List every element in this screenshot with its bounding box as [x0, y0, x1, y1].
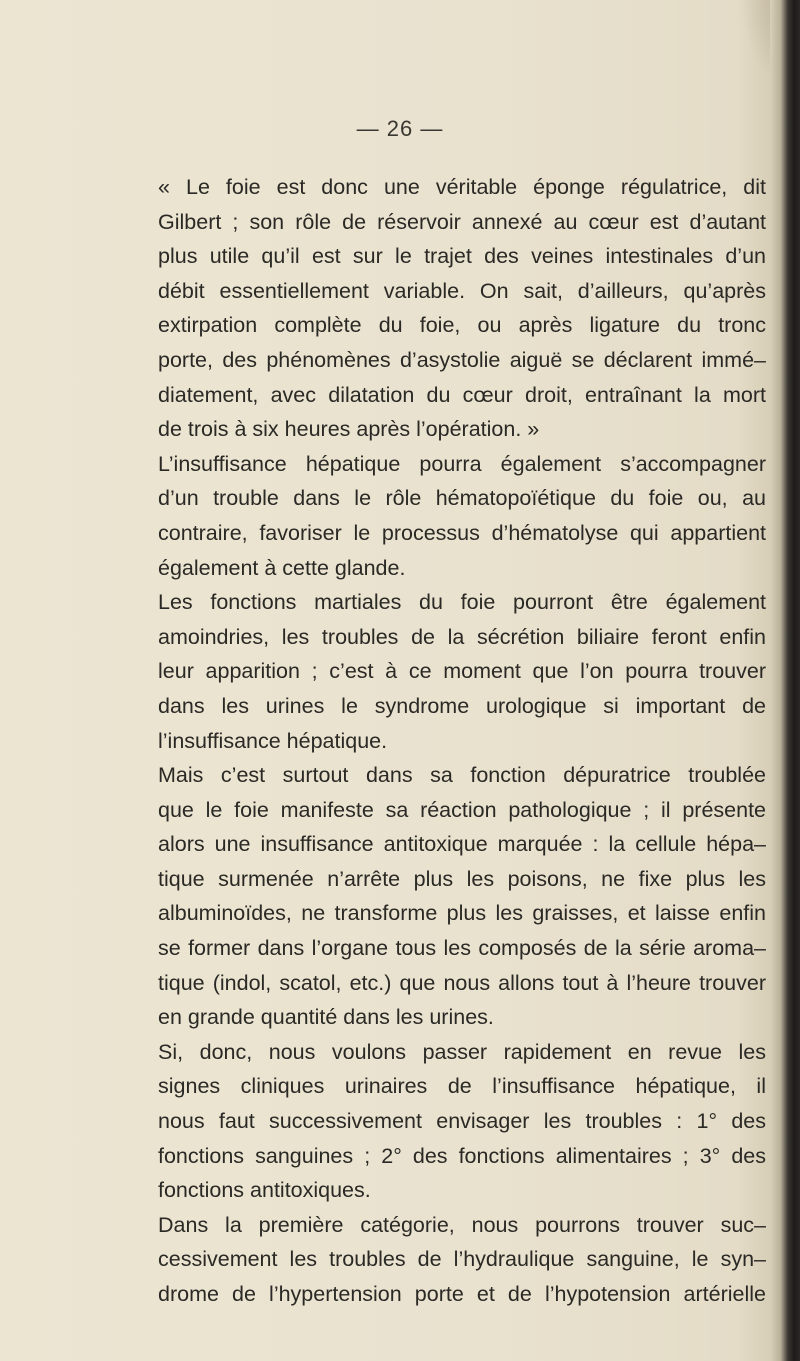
text-line: tique (indol, scatol, etc.) que nous allons tout à l’heure trouver	[158, 970, 766, 995]
text-line: « Le foie est donc une véritable éponge régulatrice, dit	[158, 175, 766, 199]
paragraph-1	[158, 170, 766, 447]
book-binding-edge	[770, 0, 800, 1361]
text-line: également à cette glande.	[158, 555, 406, 580]
text-line: alors une insuffisance antitoxique marquée : la cellule hépa–	[158, 832, 766, 857]
text-line: Mais c’est surtout dans sa fonction dépuratrice troublée	[158, 763, 766, 788]
text-line: drome de l’hypertension porte et de l’hypotension artérielle	[158, 1282, 766, 1306]
text-line: que le foie manifeste sa réaction pathologique ; il présente	[158, 797, 766, 822]
text-line: d’un trouble dans le rôle hématopoïétique du foie ou, au	[158, 486, 766, 511]
text-line: Gilbert ; son rôle de réservoir annexé au cœur est d’autant	[158, 209, 766, 234]
text-line: contraire, favoriser le processus d’hématolyse qui appartient	[158, 520, 766, 545]
text-line: Si, donc, nous voulons passer rapidement en revue les	[158, 1039, 766, 1064]
text-line: nous faut successivement envisager les troubles : 1° des	[158, 1109, 766, 1134]
paragraph-2	[158, 447, 766, 585]
text-line: en grande quantité dans les urines.	[158, 1005, 494, 1030]
paragraph-6	[158, 1208, 766, 1312]
text-line: amoindries, les troubles de la sécrétion biliaire feront enfin	[158, 624, 766, 649]
paragraph-4	[158, 758, 766, 1035]
body-text	[158, 170, 766, 1312]
text-line: fonctions sanguines ; 2° des fonctions alimentaires ; 3° des	[158, 1143, 766, 1168]
text-line: débit essentiellement variable. On sait, d’ailleurs, qu’après	[158, 278, 766, 303]
text-line: tique surmenée n’arrête plus les poisons, ne fixe plus les	[158, 866, 766, 891]
paragraph-3	[158, 585, 766, 758]
text-line: se former dans l’organe tous les composés de la série aroma–	[158, 936, 766, 961]
text-line: plus utile qu’il est sur le trajet des veines intestinales d’un	[158, 244, 766, 269]
text-line: Dans la première catégorie, nous pourrons trouver suc–	[158, 1212, 766, 1237]
text-line: l’insuffisance hépatique.	[158, 728, 388, 753]
text-line: Les fonctions martiales du foie pourront être également	[158, 590, 766, 615]
text-line: leur apparition ; c’est à ce moment que l’on pourra trouver	[158, 659, 766, 684]
text-line: diatement, avec dilatation du cœur droit, entraînant la mort	[158, 382, 766, 407]
text-line: fonctions antitoxiques.	[158, 1178, 371, 1203]
text-line: porte, des phénomènes d’asystolie aiguë se déclarent immé–	[158, 347, 766, 372]
text-line: dans les urines le syndrome urologique si important de	[158, 693, 766, 718]
text-line: cessivement les troubles de l’hydraulique sanguine, le syn–	[158, 1247, 766, 1272]
paragraph-5	[158, 1035, 766, 1208]
page-number: — 26 —	[356, 116, 444, 141]
text-line: signes cliniques urinaires de l’insuffisance hépatique, il	[158, 1074, 766, 1099]
text-line: extirpation complète du foie, ou après ligature du tronc	[158, 313, 766, 338]
text-line: de trois à six heures après l’opération. »	[158, 417, 540, 442]
text-line: albuminoïdes, ne transforme plus les graisses, et laisse enfin	[158, 901, 766, 926]
text-line: L’insuffisance hépatique pourra également s’accompagner	[158, 451, 766, 476]
